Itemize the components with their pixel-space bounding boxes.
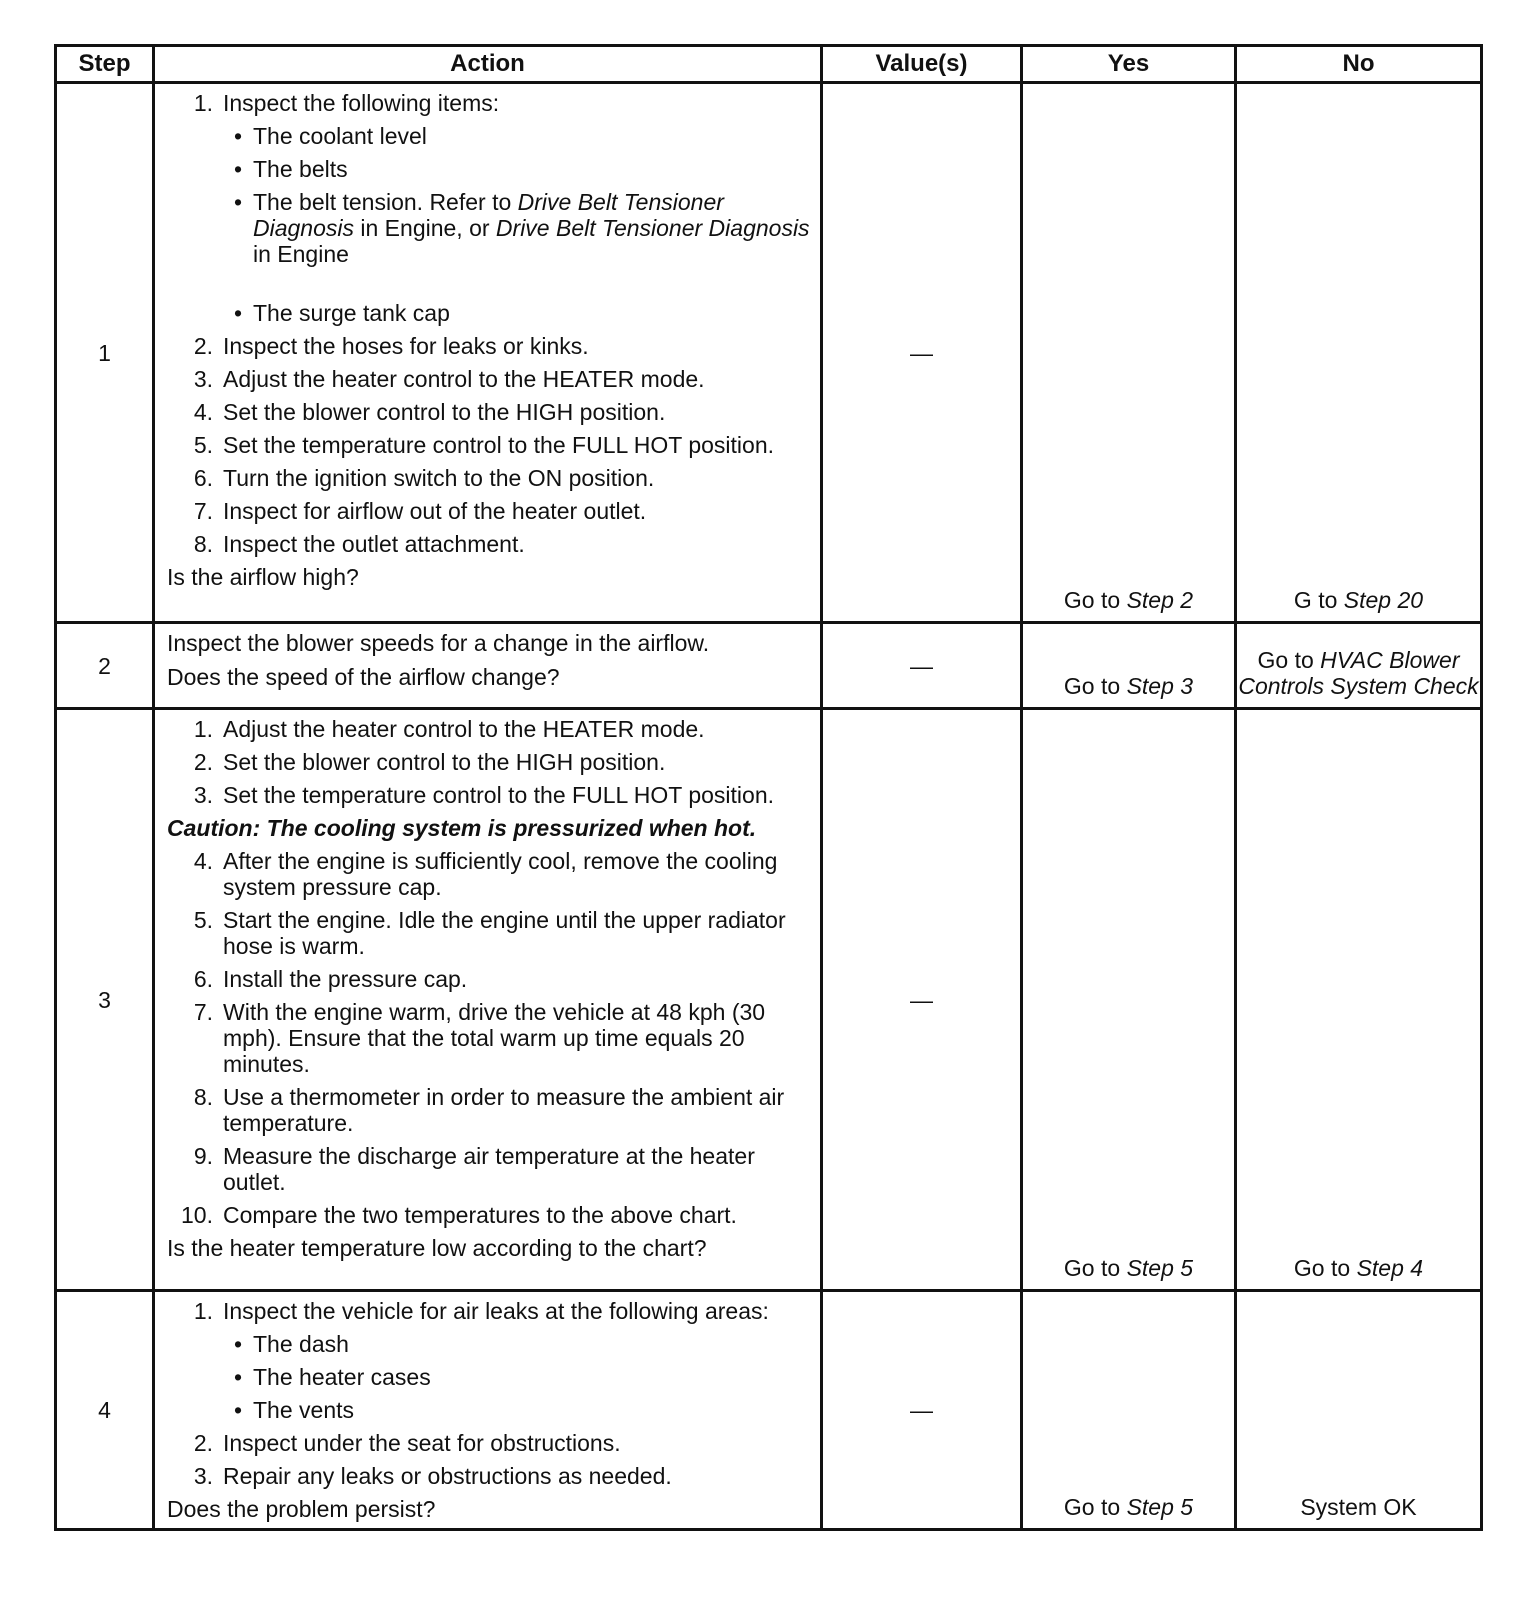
header-values: Value(s) [822,46,1022,83]
table-row [56,623,1482,709]
list-item: 6. Turn the ignition switch to the ON position. [193,465,655,491]
no-cell: Go to Step 4 [1236,709,1482,1291]
system-check-link[interactable]: HVAC Blower Controls System Check [1238,647,1479,699]
list-item: 3. Adjust the heater control to the HEATER mode. [193,366,705,392]
caution-note: Caution: The cooling system is pressurized when hot. [167,815,757,841]
step-link[interactable]: Step 4 [1356,1255,1424,1281]
bullet-item: • The belt tension. Refer to Drive Belt Tensioner Diagnosis in Engine, or Drive Belt Tensioner Diagnosis in Engine [233,189,810,267]
step-link[interactable]: Step 5 [1126,1494,1194,1520]
list-item: 1. Inspect the vehicle for air leaks at the following areas: • The dash • The heater cases • The vents [167,1298,814,1423]
question-text: Is the airflow high? [167,564,359,590]
list-item: 2. Inspect under the seat for obstructions. [193,1430,621,1456]
yes-cell: Go to Step 2 [1022,83,1236,623]
question-text: Does the speed of the airflow change? [167,664,560,690]
list-item: 5. Set the temperature control to the FULL HOT position. [193,432,775,458]
bullet-item: • The heater cases [233,1364,431,1390]
list-item: 1. Inspect the following items: • The coolant level • The belts • The belt tension. Refer to Drive Belt Tensioner Diagnosis in Engine, or Drive Belt Tensioner Diagnosis in Engine • The surge tank cap [167,90,814,326]
question-text: Is the heater temperature low according to the chart? [167,1235,707,1261]
no-cell: G to Step 20 [1236,83,1482,623]
action-cell [154,1291,822,1530]
step-number: 4 [56,1291,154,1530]
reference-link: Drive Belt Tensioner Diagnosis [495,215,810,241]
step-link[interactable]: Step 2 [1126,587,1194,613]
list-item: 8. Inspect the outlet attachment. [193,531,525,557]
list-item: 7. Inspect for airflow out of the heater outlet. [193,498,647,524]
bullet-item: • The dash [233,1331,349,1357]
list-item: 4. Set the blower control to the HIGH position. [193,399,666,425]
list-item: 9. Measure the discharge air temperature at the heater outlet. [193,1143,755,1195]
list-item: 4. After the engine is sufficiently cool, remove the cooling system pressure cap. [193,848,778,900]
step-link[interactable]: Step 5 [1126,1255,1194,1281]
bullet-item: • The vents [233,1397,354,1423]
step-number: 1 [56,83,154,623]
list-item: 2. Inspect the hoses for leaks or kinks. [193,333,589,359]
question-text: Does the problem persist? [167,1496,436,1522]
value-cell: — [822,83,1022,623]
header-no: No [1236,46,1482,83]
value-cell: — [822,1291,1022,1530]
no-cell: Go to HVAC Blower Controls System Check [1236,623,1482,709]
list-item: 10. Compare the two temperatures to the above chart. [181,1202,737,1228]
list-item: 7. With the engine warm, drive the vehicle at 48 kph (30 mph). Ensure that the total warm up time equals 20 minutes. [193,999,766,1077]
yes-cell: Go to Step 3 [1022,623,1236,709]
list-item: 2. Set the blower control to the HIGH position. [193,749,666,775]
list-item: 5. Start the engine. Idle the engine until the upper radiator hose is warm. [193,907,786,959]
value-cell: — [822,623,1022,709]
bullet-item: • The surge tank cap [233,300,450,326]
list-item: 8. Use a thermometer in order to measure the ambient air temperature. [193,1084,785,1136]
step-number: 2 [56,623,154,709]
header-yes: Yes [1022,46,1236,83]
step-link[interactable]: Step 20 [1343,587,1424,613]
list-item: 6. Install the pressure cap. [193,966,468,992]
bullet-item: • The belts [233,156,348,182]
yes-cell: Go to Step 5 [1022,709,1236,1291]
list-item: 3. Set the temperature control to the FULL HOT position. [193,782,775,808]
table-row [56,83,1482,623]
no-cell: System OK [1236,1291,1482,1530]
step-link[interactable]: Step 3 [1126,673,1194,699]
header-action: Action [154,46,822,83]
table-row [56,709,1482,1291]
action-cell: Inspect the blower speeds for a change in the airflow. Does the speed of the airflow change? [154,623,822,709]
action-cell [154,83,822,623]
list-item: 1. Adjust the heater control to the HEATER mode. [193,716,705,742]
yes-cell: Go to Step 5 [1022,1291,1236,1530]
header-row [56,46,1482,83]
bullet-item: • The coolant level [233,123,427,149]
diagnostic-table [54,44,1483,1531]
list-item: 3. Repair any leaks or obstructions as needed. [193,1463,672,1489]
reference-link: Drive Belt Tensioner Diagnosis [253,189,724,241]
table-row [56,1291,1482,1530]
step-number: 3 [56,709,154,1291]
header-step: Step [56,46,154,83]
value-cell: — [822,709,1022,1291]
action-cell [154,709,822,1291]
